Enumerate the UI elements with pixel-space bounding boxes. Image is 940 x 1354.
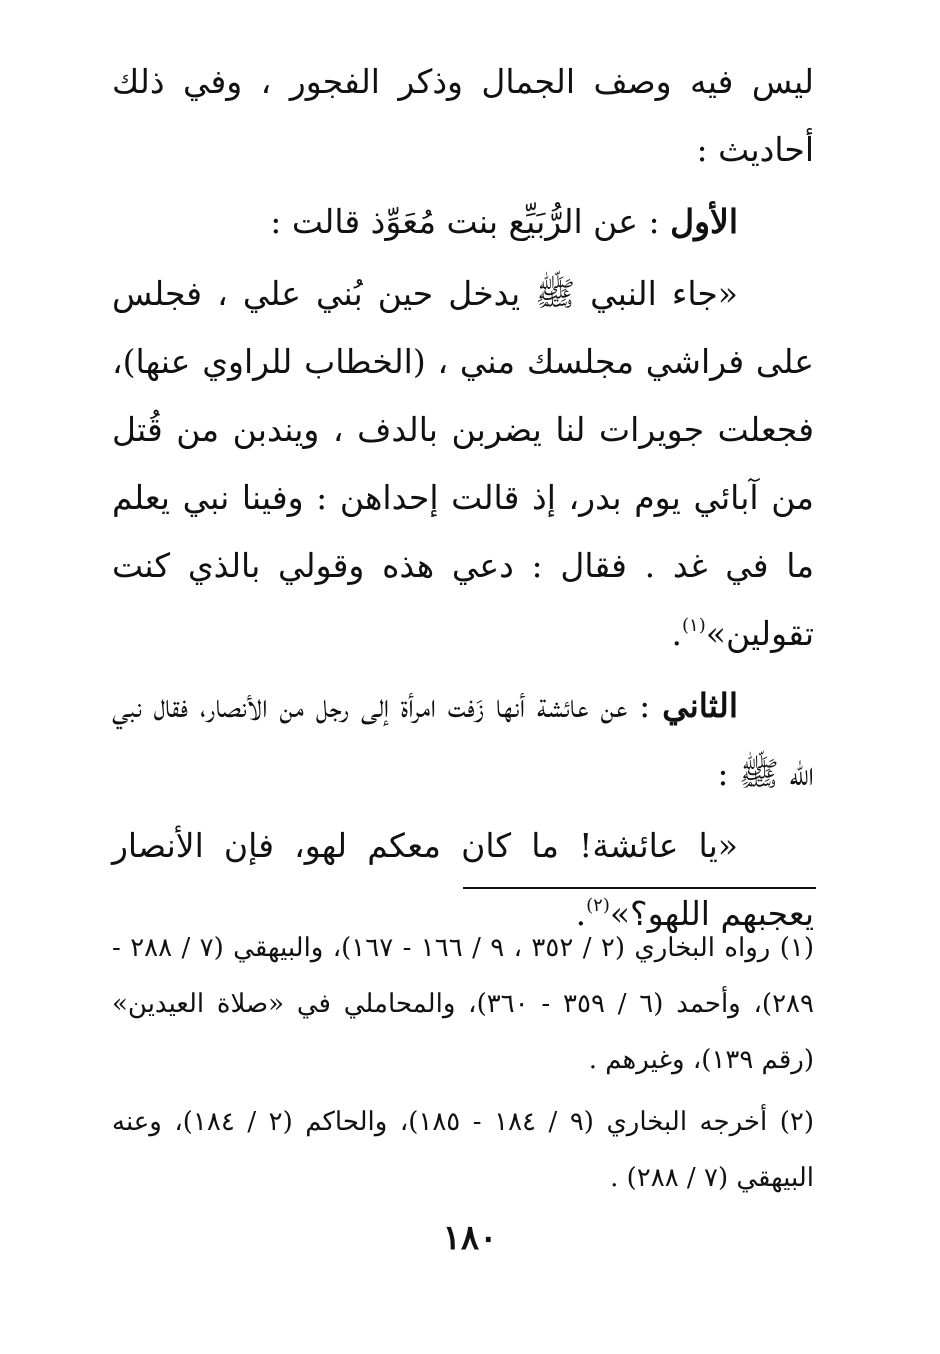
main-text [112, 48, 814, 948]
first-heading-label: الأول [670, 202, 738, 241]
first-quote-end: . [671, 614, 683, 653]
first-quote-text: «جاء النبي ﷺ يدخل حين بُني علي ، فجلس على فراشي مجلسك مني ، (الخطاب للراوي عنها)، فجعلت جويرات لنا يضربن بالدف ، ويندبن من قُتل من آبائي يوم بدر، إذ قالت إحداهن : وفينا نبي يعلم ما في غد . فقال : دعي هذه وقولي بالذي كنت تقولين» [112, 274, 814, 653]
footnotes [112, 920, 814, 1206]
first-hadith-heading [112, 188, 814, 256]
second-quote-end: . [575, 894, 587, 933]
first-hadith-quote [112, 260, 814, 668]
second-heading-label: الثاني [662, 686, 738, 725]
second-quote-text: «يا عائشة! ما كان معكم لهو، فإن الأنصار يعجبهم اللهو؟» [112, 826, 814, 933]
first-source: : عن الرُّبَيِّع بنت مُعَوِّذ قالت : [270, 202, 660, 241]
second-source: : عن عائشة أنها زَفت امرأة إلى رجل من الأنصار، فقال نبي الله ﷺ : [112, 686, 814, 793]
footnote-ref-1[interactable]: (١) [682, 615, 706, 636]
intro-paragraph: ليس فيه وصف الجمال وذكر الفجور ، وفي ذلك أحاديث : [112, 62, 814, 169]
page-number: ١٨٠ [442, 1218, 498, 1258]
footnote-ref-2[interactable]: (٢) [586, 895, 610, 916]
footnote-1: (١) رواه البخاري (٢ / ٣٥٢ ، ٩ / ١٦٦ - ١٦٧)، والبيهقي (٧ / ٢٨٨ - ٢٨٩)، وأحمد (٦ / ٣٥٩ - ٣٦٠)، والمحاملي في «صلاة العيدين» (رقم ١٣٩)، وغيرهم . [112, 933, 814, 1075]
footnote-2: (٢) أخرجه البخاري (٩ / ١٨٤ - ١٨٥)، والحاكم (٢ / ١٨٤)، وعنه البيهقي (٧ / ٢٨٨) . [112, 1107, 814, 1193]
footnote-divider [463, 887, 816, 889]
second-hadith-heading [112, 672, 814, 808]
